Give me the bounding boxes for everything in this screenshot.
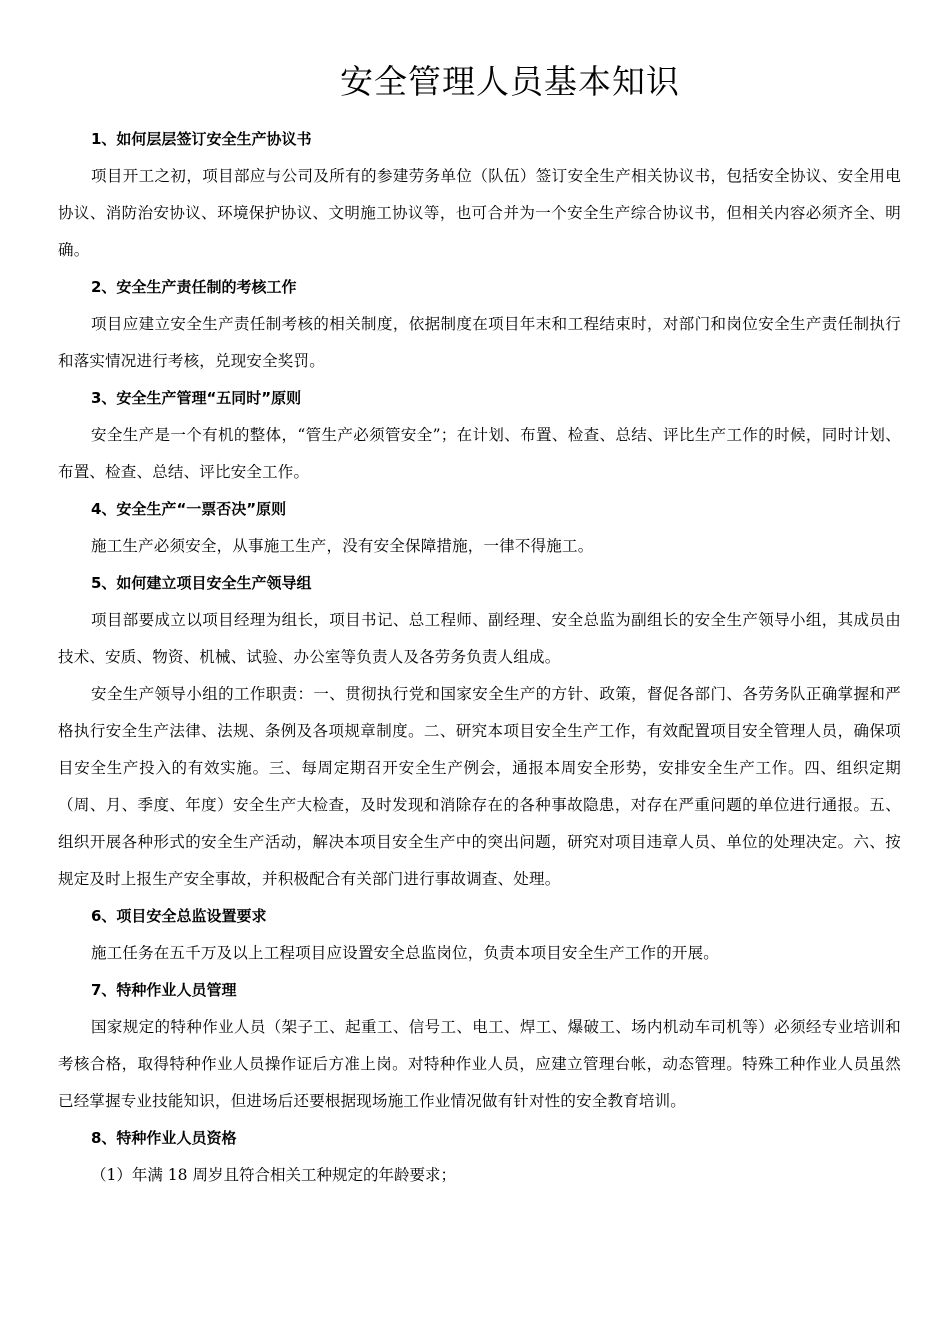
section-2	[58, 269, 901, 380]
section-7	[58, 972, 901, 1120]
list-item: （1）年满 18 周岁且符合相关工种规定的年龄要求；	[91, 1166, 456, 1184]
section-heading: 7、特种作业人员管理	[91, 981, 237, 999]
section-paragraph: 施工任务在五千万及以上工程项目应设置安全总监岗位，负责本项目安全生产工作的开展。	[91, 944, 720, 962]
section-paragraph: 施工生产必须安全，从事施工生产，没有安全保障措施，一律不得施工。	[91, 537, 594, 555]
section-heading: 4、安全生产“一票否决”原则	[91, 500, 287, 518]
section-paragraph: 项目开工之初，项目部应与公司及所有的参建劳务单位（队伍）签订安全生产相关协议书，包括安全协议、安全用电协议、消防治安协议、环境保护协议、文明施工协议等，也可合并为一个安全生产综合协议书，但相关内容必须齐全、明确。	[58, 167, 901, 259]
section-paragraph: 国家规定的特种作业人员（架子工、起重工、信号工、电工、焊工、爆破工、场内机动车司机等）必须经专业培训和考核合格，取得特种作业人员操作证后方准上岗。对特种作业人员，应建立管理台帐，动态管理。特殊工种作业人员虽然已经掌握专业技能知识，但进场后还要根据现场施工作业情况做有针对性的安全教育培训。	[58, 1018, 901, 1110]
section-heading: 2、安全生产责任制的考核工作	[91, 278, 297, 296]
section-8	[58, 1120, 901, 1194]
section-paragraph: 安全生产是一个有机的整体，“管生产必须管安全”；在计划、布置、检查、总结、评比生产工作的时候，同时计划、布置、检查、总结、评比安全工作。	[58, 426, 901, 481]
section-heading: 8、特种作业人员资格	[91, 1129, 237, 1147]
section-paragraph: 安全生产领导小组的工作职责：一、贯彻执行党和国家安全生产的方针、政策，督促各部门、各劳务队正确掌握和严格执行安全生产法律、法规、条例及各项规章制度。二、研究本项目安全生产工作，有效配置项目安全管理人员，确保项目安全生产投入的有效实施。三、每周定期召开安全生产例会，通报本周安全形势，安排安全生产工作。四、组织定期（周、月、季度、年度）安全生产大检查，及时发现和消除存在的各种事故隐患，对存在严重问题的单位进行通报。五、组织开展各种形式的安全生产活动，解决本项目安全生产中的突出问题，研究对项目违章人员、单位的处理决定。六、按规定及时上报生产安全事故，并积极配合有关部门进行事故调查、处理。	[58, 685, 901, 888]
section-3	[58, 380, 901, 491]
section-5	[58, 565, 901, 898]
section-1	[58, 121, 901, 269]
document-body	[58, 121, 901, 1194]
section-4	[58, 491, 901, 565]
section-paragraph: 项目部要成立以项目经理为组长，项目书记、总工程师、副经理、安全总监为副组长的安全生产领导小组，其成员由技术、安质、物资、机械、试验、办公室等负责人及各劳务负责人组成。	[58, 611, 901, 666]
section-6	[58, 898, 901, 972]
section-heading: 6、项目安全总监设置要求	[91, 907, 267, 925]
section-heading: 1、如何层层签订安全生产协议书	[91, 130, 312, 148]
section-paragraph: 项目应建立安全生产责任制考核的相关制度，依据制度在项目年末和工程结束时，对部门和岗位安全生产责任制执行和落实情况进行考核，兑现安全奖罚。	[58, 315, 901, 370]
document-title: 安全管理人员基本知识	[340, 62, 680, 101]
section-heading: 5、如何建立项目安全生产领导组	[91, 574, 312, 592]
section-heading: 3、安全生产管理“五同时”原则	[91, 389, 302, 407]
